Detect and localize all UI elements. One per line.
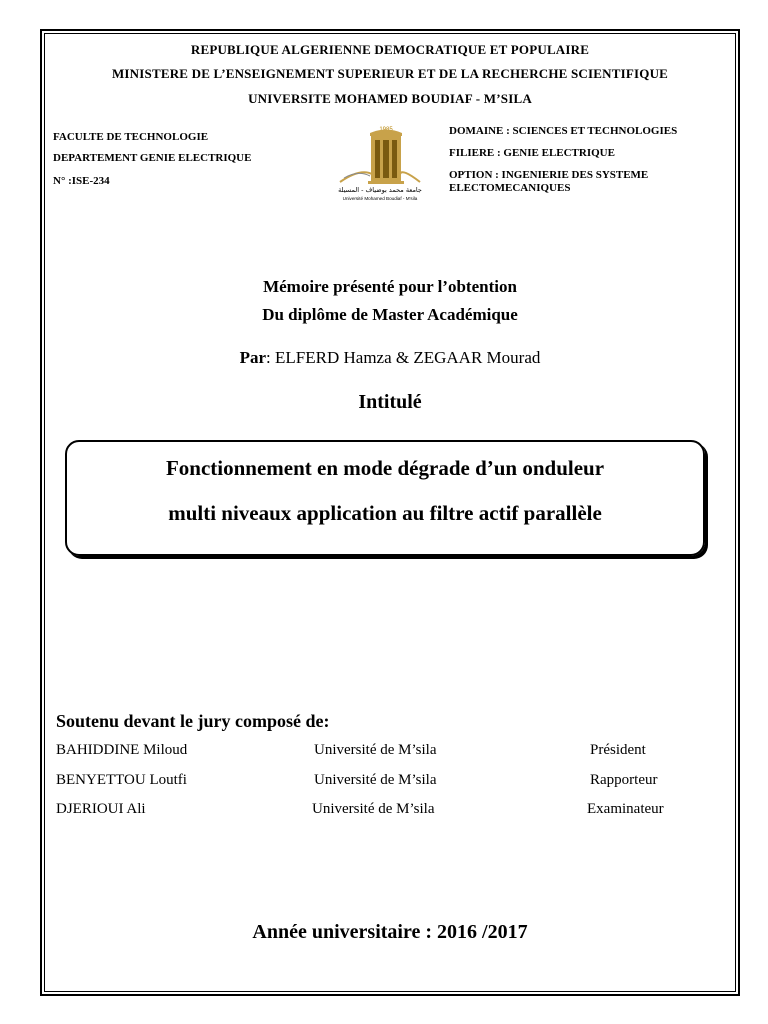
jury-member-role: Examinateur <box>587 801 664 817</box>
authors-line <box>44 348 736 368</box>
logo-latin-text: Université Mohamed Boudiaf - M'sila <box>342 196 418 201</box>
university-logo <box>330 124 430 202</box>
logo-arabic-text: جامعة محمد بوضياف - المسيلة <box>338 186 422 194</box>
option-label-line2: ELECTOMECANIQUES <box>449 182 571 194</box>
intitule-heading: Intitulé <box>358 391 422 413</box>
filiere-label: FILIERE : GENIE ELECTRIQUE <box>449 147 615 159</box>
authors: : ELFERD Hamza & ZEGAAR Mourad <box>266 348 541 367</box>
jury-member-name: BENYETTOU Loutfi <box>56 772 187 788</box>
academic-year: Année universitaire : 2016 /2017 <box>252 921 528 943</box>
domaine-label: DOMAINE : SCIENCES ET TECHNOLOGIES <box>449 125 678 137</box>
faculty-label: FACULTE DE TECHNOLOGIE <box>53 131 209 143</box>
jury-member-name: DJERIOUI Ali <box>56 801 146 817</box>
jury-heading: Soutenu devant le jury composé de: <box>56 711 330 731</box>
document-number: N° :ISE-234 <box>53 175 110 187</box>
jury-member-role: Président <box>590 742 646 758</box>
title-line1: Fonctionnement en mode dégrade d’un onduleur <box>165 456 605 480</box>
jury-member-university: Université de M’sila <box>312 801 435 817</box>
option-label-line1: OPTION : INGENIERIE DES SYSTEME <box>449 169 649 181</box>
header-ministry: MINISTERE DE L’ENSEIGNEMENT SUPERIEUR ET DE LA RECHERCHE SCIENTIFIQUE <box>111 66 669 81</box>
jury-member-university: Université de M’sila <box>314 742 437 758</box>
memoire-line2: Du diplôme de Master Académique <box>262 305 518 324</box>
memoire-line1: Mémoire présenté pour l’obtention <box>263 277 517 296</box>
title-line2: multi niveaux application au filtre actif parallèle <box>168 501 602 525</box>
jury-member-role: Rapporteur <box>590 772 658 788</box>
jury-member-name: BAHIDDINE Miloud <box>56 742 188 758</box>
jury-member-university: Université de M’sila <box>314 772 437 788</box>
header-republic: REPUBLIQUE ALGERIENNE DEMOCRATIQUE ET POPULAIRE <box>190 42 590 57</box>
department-label: DEPARTEMENT GENIE ELECTRIQUE <box>53 152 252 164</box>
par-label: Par <box>239 348 267 367</box>
header-university: UNIVERSITE MOHAMED BOUDIAF - M’SILA <box>248 91 532 106</box>
